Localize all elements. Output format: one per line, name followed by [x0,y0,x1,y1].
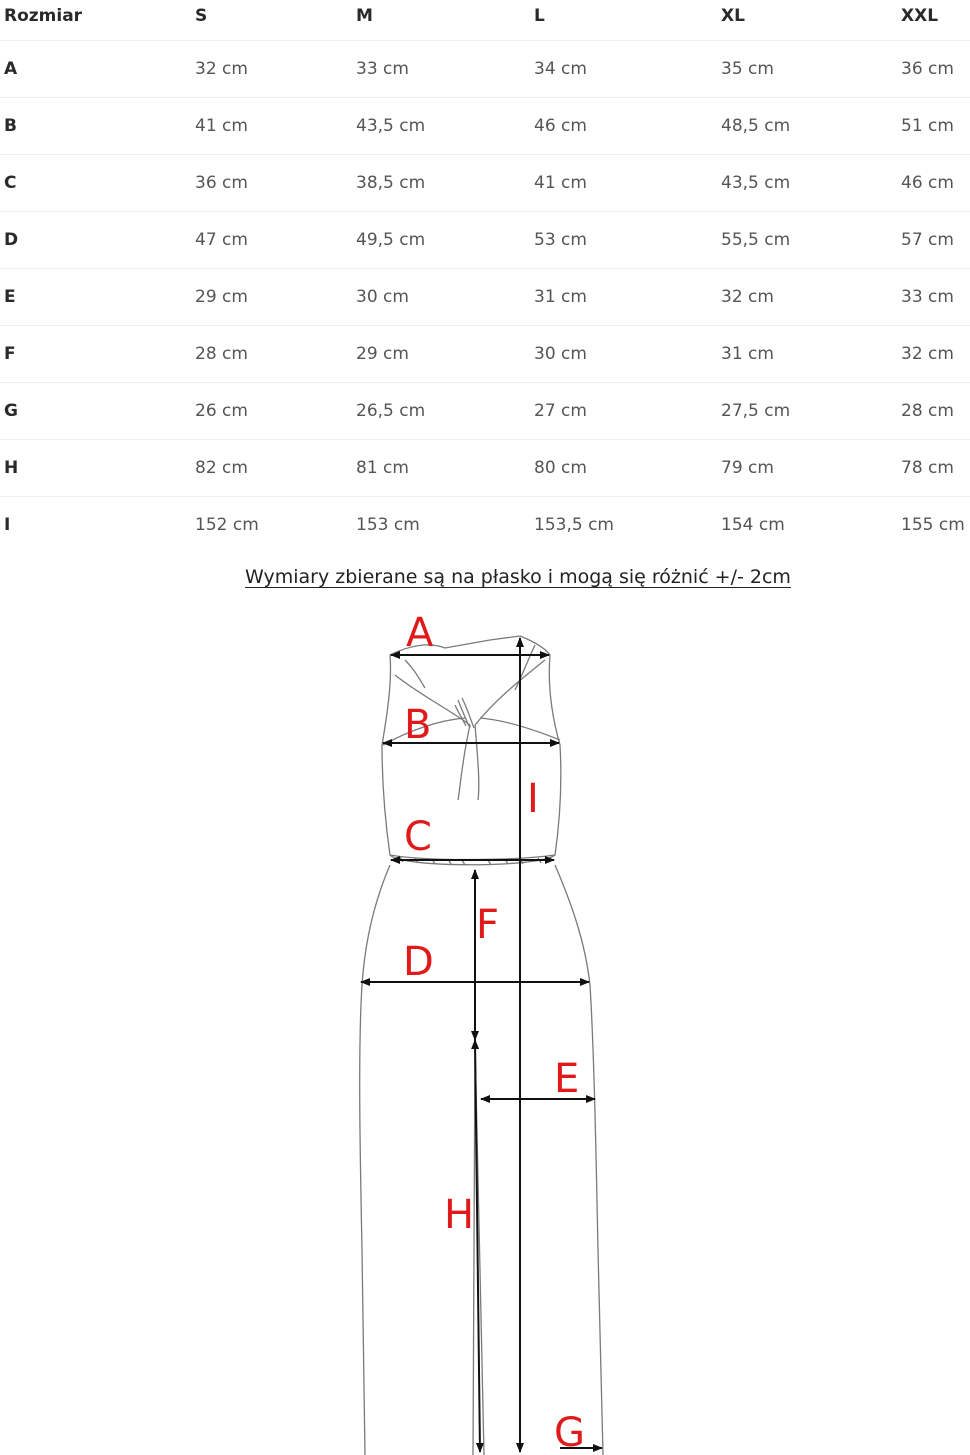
row-label: E [4,287,16,307]
table-header-row [0,0,970,41]
table-cell: 41 cm [534,173,587,193]
label-f: F [476,902,500,948]
row-label: D [4,230,19,250]
table-cell: 29 cm [356,344,409,364]
label-h: H [444,1192,475,1238]
table-cell: 28 cm [195,344,248,364]
table-cell: 57 cm [901,230,954,250]
table-row [0,497,970,554]
row-label: H [4,458,19,478]
table-cell: 31 cm [721,344,774,364]
table-cell: 48,5 cm [721,116,791,136]
table-cell: 46 cm [534,116,587,136]
table-cell: 47 cm [195,230,248,250]
table-row [0,212,970,269]
row-label: C [4,173,17,193]
table-cell: 55,5 cm [721,230,791,250]
header-size-m: M [356,6,373,26]
table-cell: 34 cm [534,59,587,79]
row-label: B [4,116,17,136]
table-cell: 78 cm [901,458,954,478]
table-cell: 153,5 cm [534,515,614,535]
label-c: C [404,814,432,860]
header-size-s: S [195,6,208,26]
label-a: A [406,610,434,656]
table-cell: 27 cm [534,401,587,421]
table-cell: 26 cm [195,401,248,421]
table-cell: 29 cm [195,287,248,307]
table-cell: 154 cm [721,515,785,535]
table-cell: 82 cm [195,458,248,478]
header-size-l: L [534,6,545,26]
table-cell: 79 cm [721,458,774,478]
table-cell: 80 cm [534,458,587,478]
header-label: Rozmiar [4,6,83,26]
table-cell: 30 cm [356,287,409,307]
table-cell: 30 cm [534,344,587,364]
row-label: A [4,59,18,79]
table-row [0,155,970,212]
table-cell: 26,5 cm [356,401,426,421]
label-g: G [554,1410,585,1455]
header-size-xl: XL [721,6,745,26]
size-table [0,0,970,553]
table-cell: 153 cm [356,515,420,535]
jumpsuit-sketch [0,600,970,1455]
table-cell: 27,5 cm [721,401,791,421]
table-cell: 81 cm [356,458,409,478]
row-label: I [4,515,11,535]
table-row [0,269,970,326]
table-cell: 155 cm [901,515,965,535]
table-cell: 49,5 cm [356,230,426,250]
table-row [0,98,970,155]
measurement-note: Wymiary zbierane są na płasko i mogą się różnić +/- 2cm [245,566,791,588]
table-cell: 43,5 cm [721,173,791,193]
header-size-xxl: XXL [901,6,939,26]
table-cell: 33 cm [901,287,954,307]
table-cell: 35 cm [721,59,774,79]
row-label: G [4,401,18,421]
label-e: E [554,1056,580,1102]
table-cell: 41 cm [195,116,248,136]
table-row [0,383,970,440]
table-cell: 43,5 cm [356,116,426,136]
table-cell: 36 cm [901,59,954,79]
table-cell: 36 cm [195,173,248,193]
label-i: I [527,776,539,822]
table-cell: 32 cm [901,344,954,364]
table-cell: 33 cm [356,59,409,79]
table-row [0,41,970,98]
table-cell: 28 cm [901,401,954,421]
table-cell: 31 cm [534,287,587,307]
garment-outline [360,636,603,1455]
table-cell: 38,5 cm [356,173,426,193]
table-row [0,440,970,497]
table-row [0,326,970,383]
table-cell: 32 cm [195,59,248,79]
table-cell: 51 cm [901,116,954,136]
label-b: B [404,702,432,748]
table-cell: 152 cm [195,515,259,535]
label-d: D [403,939,434,985]
table-cell: 32 cm [721,287,774,307]
garment-diagram [0,600,970,1455]
table-cell: 46 cm [901,173,954,193]
table-cell: 53 cm [534,230,587,250]
row-label: F [4,344,16,364]
